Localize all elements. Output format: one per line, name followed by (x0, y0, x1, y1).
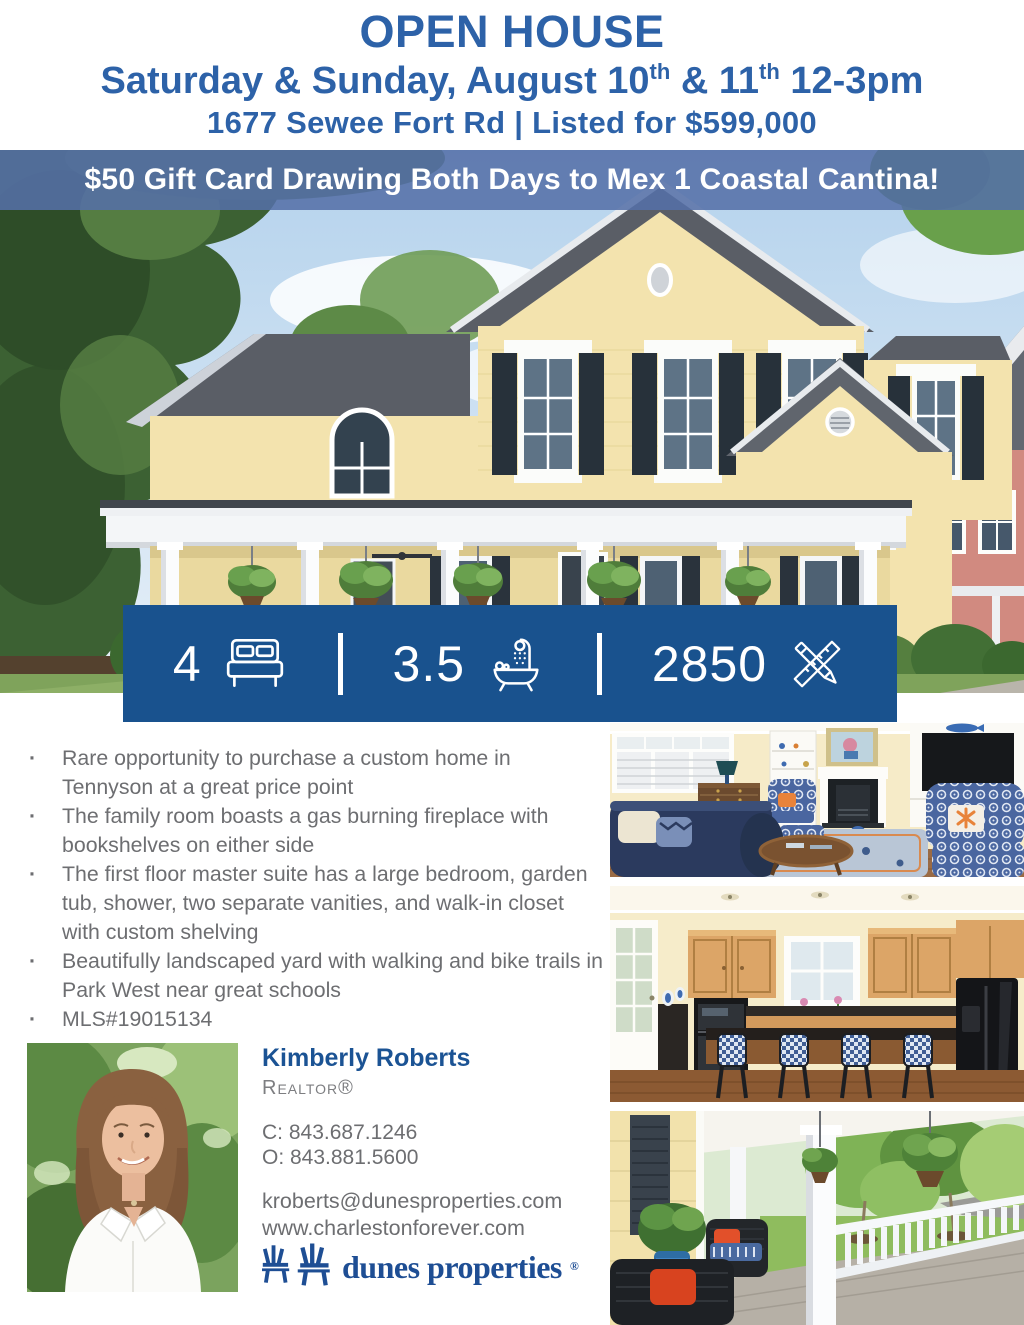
date-line (0, 59, 1024, 103)
beds-value: 4 (172, 635, 202, 692)
agent-name: Kimberly Roberts (262, 1044, 471, 1072)
features-list (26, 744, 604, 1034)
brokerage-logo (262, 1242, 579, 1291)
sqft-stat (652, 633, 847, 695)
kitchen-photo (610, 886, 1024, 1102)
bathtub-icon (485, 632, 547, 696)
beds-stat (173, 635, 288, 693)
agent-email: kroberts@dunesproperties.com (262, 1189, 563, 1213)
agent-photo (27, 1043, 238, 1292)
porch-photo (610, 1111, 1024, 1325)
feature-item: · Beautifully landscaped yard with walking and bike trails in Park West near great schools (26, 947, 604, 1005)
agent-contact-web (262, 1188, 562, 1242)
stats-divider (597, 633, 602, 695)
living-room-photo (610, 723, 1024, 877)
feature-item: · The family room boasts a gas burning fireplace with bookshelves on either side (26, 802, 604, 860)
stats-bar (123, 605, 897, 722)
agent-cell-phone: C: 843.687.1246 (262, 1121, 418, 1144)
adirondack-chairs-icon (262, 1242, 334, 1291)
date-text: Saturday & Sunday, August 10 (100, 60, 650, 102)
feature-item: · Rare opportunity to purchase a custom home in Tennyson at a great price point (26, 744, 604, 802)
open-house-title: OPEN HOUSE (359, 6, 665, 57)
date-superscript: th (649, 59, 671, 84)
bed-icon (222, 636, 288, 692)
sqft-value: 2850 (651, 635, 768, 692)
agent-phones (262, 1120, 418, 1170)
promo-banner: $50 Gift Card Drawing Both Days to Mex 1 Coastal Cantina! (0, 150, 1024, 210)
agent-title: Realtor® (262, 1077, 354, 1099)
address-line: 1677 Sewee Fort Rd | Listed for $599,000 (207, 105, 817, 140)
date-superscript: th (759, 59, 780, 84)
stats-divider (338, 633, 343, 695)
agent-website: www.charlestonforever.com (262, 1216, 525, 1240)
date-text: & 11 (670, 60, 760, 102)
feature-item: · The first floor master suite has a large bedroom, garden tub, shower, two separate vanities, and walk-in closet with custom shelving (26, 860, 604, 947)
baths-value: 3.5 (392, 635, 466, 692)
brokerage-name: dunes properties (342, 1248, 562, 1285)
date-text: 12-3pm (779, 60, 924, 102)
registered-mark: ® (569, 1259, 579, 1273)
pencil-ruler-icon (787, 633, 847, 695)
agent-office-phone: O: 843.881.5600 (262, 1146, 419, 1169)
baths-stat (393, 632, 548, 696)
feature-item: · MLS#19015134 (26, 1005, 604, 1034)
